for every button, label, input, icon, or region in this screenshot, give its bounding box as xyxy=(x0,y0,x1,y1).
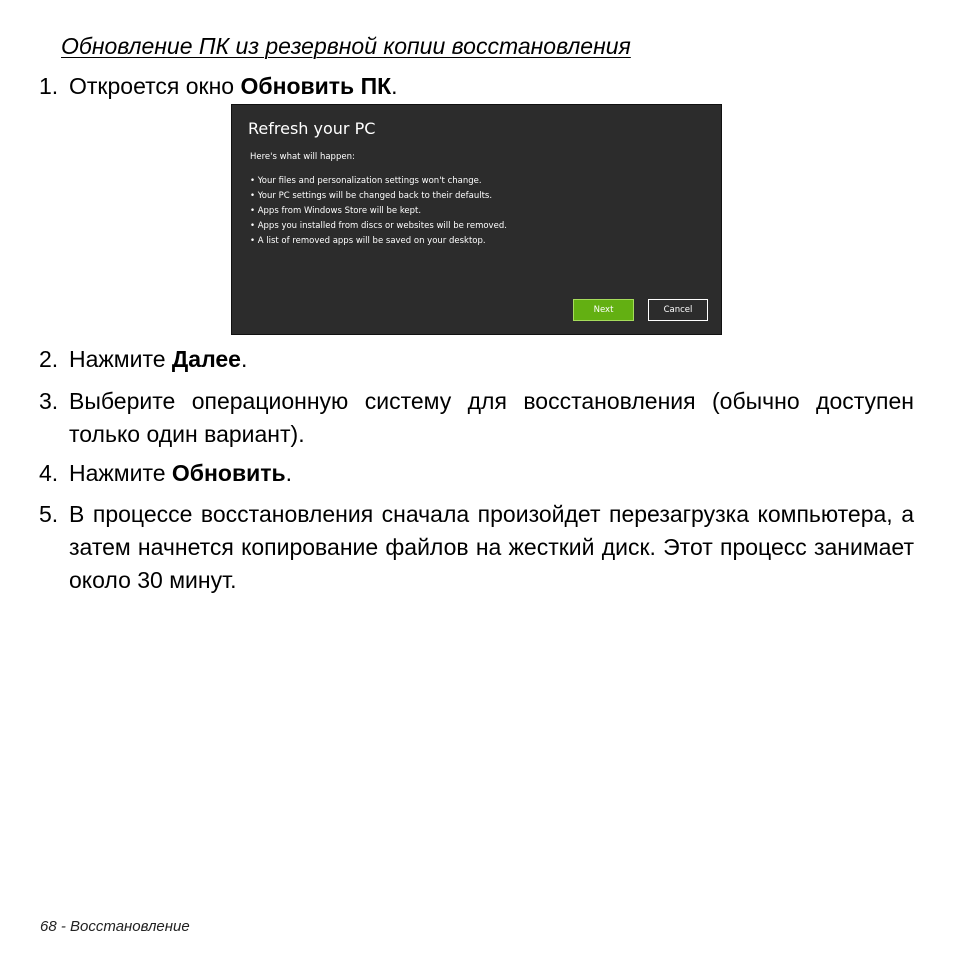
bullet-list xyxy=(250,174,507,249)
step-number: 3. xyxy=(39,388,59,414)
step-2 xyxy=(39,343,914,376)
step-number: 4. xyxy=(39,460,59,486)
bullet-item: • A list of removed apps will be saved on your desktop. xyxy=(250,234,507,249)
step-number: 5. xyxy=(39,501,59,527)
step-3 xyxy=(39,385,914,451)
step-text: В процессе восстановления сначала произойдет перезагрузка компьютера, а затем начнется копирование файлов на жесткий диск. Этот процесс занимает около 30 минут. xyxy=(69,501,914,593)
bullet-item: • Apps you installed from discs or websites will be removed. xyxy=(250,219,507,234)
step-text xyxy=(69,343,914,376)
step-text-bold: Далее xyxy=(171,346,241,372)
step-text-plain: Нажмите xyxy=(69,460,172,486)
page-footer: 68 - Восстановление xyxy=(40,918,190,935)
refresh-pc-window xyxy=(231,104,722,335)
step-text-bold: Обновить ПК xyxy=(240,73,392,99)
step-text-plain: Нажмите xyxy=(69,346,172,372)
bullet-item: • Your PC settings will be changed back to their defaults. xyxy=(250,189,507,204)
window-title: Refresh your PC xyxy=(248,119,376,138)
step-4 xyxy=(39,457,914,490)
step-text-bold: Обновить xyxy=(171,460,286,486)
next-button[interactable]: Next xyxy=(573,299,634,321)
step-text: Выберите операционную систему для восстановления (обычно доступен только один вариант). xyxy=(69,388,914,447)
step-text-plain: . xyxy=(285,460,293,486)
bullet-item: • Apps from Windows Store will be kept. xyxy=(250,204,507,219)
step-text xyxy=(69,457,914,490)
window-intro: Here's what will happen: xyxy=(250,152,355,162)
step-number: 2. xyxy=(39,346,59,372)
section-heading: Обновление ПК из резервной копии восстановления xyxy=(61,33,631,59)
step-text-plain: Откроется окно xyxy=(69,73,241,99)
step-number: 1. xyxy=(39,73,59,99)
cancel-button[interactable]: Cancel xyxy=(648,299,708,321)
bullet-item: • Your files and personalization settings won't change. xyxy=(250,174,507,189)
step-text-plain: . xyxy=(391,73,398,99)
step-5 xyxy=(39,498,914,597)
step-text xyxy=(69,70,914,103)
step-1 xyxy=(39,70,914,103)
step-text-plain: . xyxy=(240,346,248,372)
